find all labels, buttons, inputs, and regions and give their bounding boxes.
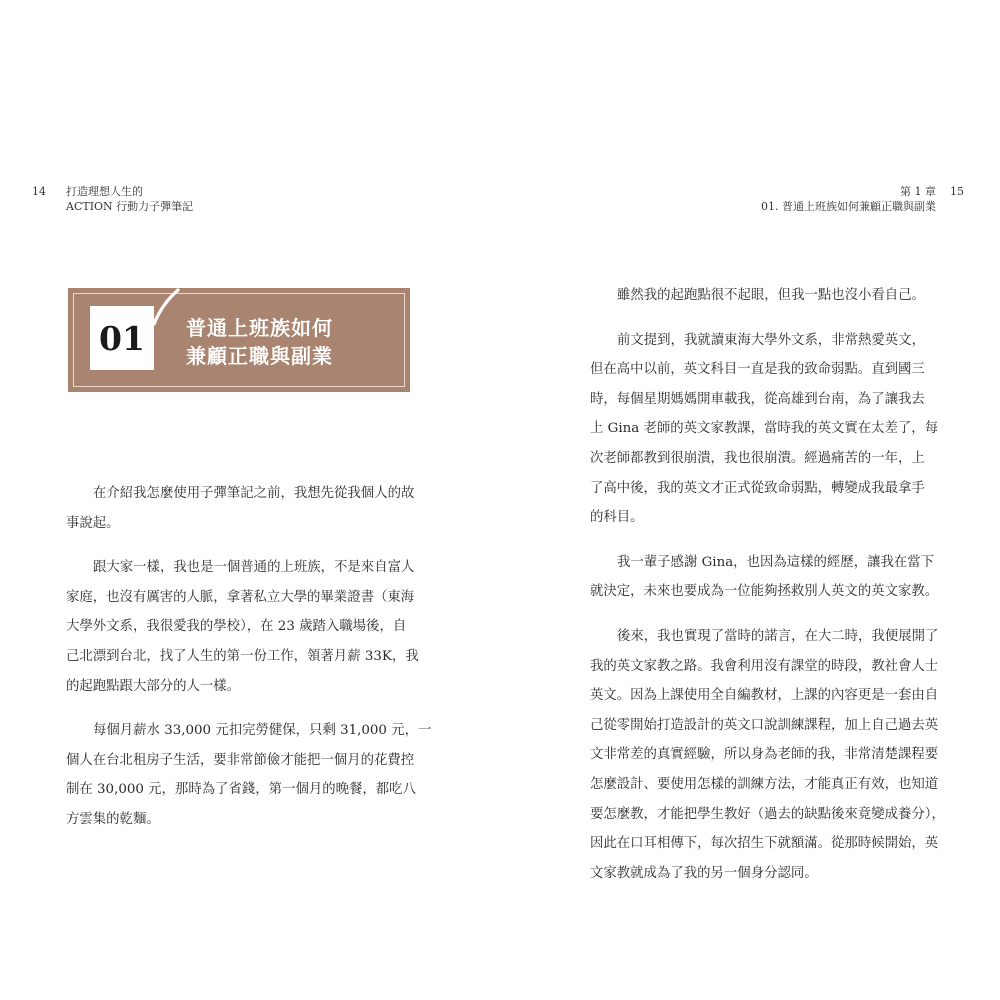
chapter-title: [186, 314, 333, 370]
text-line: 個人在台北租房子生活，要非常節儉才能把一個月的花費控: [66, 752, 415, 768]
text-line: 文非常差的真實經驗，所以身為老師的我，非常清楚課程要: [590, 747, 939, 763]
text-line: 己北漂到台北，找了人生的第一份工作，領著月薪 33K，我: [66, 648, 419, 664]
text-line: 了高中後，我的英文才正式從致命弱點，轉變成我最拿手: [590, 480, 925, 496]
running-title-line: ACTION 行動力子彈筆記: [66, 200, 194, 213]
text-line: 的科目。: [590, 510, 644, 526]
chapter-title-line: 普通上班族如何: [186, 316, 333, 340]
text-line: 己從零開始打造設計的英文口說訓練課程，加上自己過去英: [590, 717, 939, 733]
text-line: 雖然我的起跑點很不起眼，但我一點也沒小看自己。: [617, 288, 925, 303]
text-line: 怎麼設計、要使用怎樣的訓練方法，才能真正有效，也知道: [590, 776, 939, 792]
running-title-line: 打造理想人生的: [66, 185, 143, 198]
paragraph: [66, 553, 419, 701]
chapter-number: 01: [90, 306, 154, 370]
text-line: 的起跑點跟大部分的人一樣。: [66, 678, 241, 694]
text-line: 上 Gina 老師的英文家教課，當時我的英文實在太差了，每: [590, 421, 939, 437]
checkmark-icon: [140, 288, 180, 328]
text-line: 家庭，也沒有厲害的人脈，拿著私立大學的畢業證書（東海: [66, 589, 415, 605]
paragraph: [590, 622, 945, 888]
chapter-title-line: 兼顧正職與副業: [186, 344, 333, 368]
paragraph: [590, 548, 938, 607]
left-page-number: 14: [32, 185, 46, 198]
left-running-title: [66, 184, 193, 214]
right-page-body: [590, 281, 945, 903]
text-line: 英文。因為上課使用全自編教材，上課的內容更是一套由自: [590, 688, 939, 704]
right-chapter-label: 第 1 章: [900, 185, 936, 198]
text-line: 跟大家一樣，我也是一個普通的上班族，不是來自富人: [93, 560, 415, 576]
paragraph: [66, 716, 432, 834]
text-line: 次老師都教到很崩潰，我也很崩潰。經過痛苦的一年，上: [590, 450, 925, 466]
text-line: 時，每個星期媽媽開車載我，從高雄到台南，為了讓我去: [590, 391, 925, 407]
text-line: 我的英文家教之路。我會利用沒有課堂的時段，教社會人士: [590, 658, 939, 674]
text-line: 制在 30,000 元，那時為了省錢，第一個月的晚餐，都吃八: [66, 782, 416, 798]
paragraph: [66, 479, 415, 538]
text-line: 前文提到，我就讀東海大學外文系，非常熱愛英文，: [617, 332, 925, 348]
text-line: 就決定，未來也要成為一位能夠拯救別人英文的英文家教。: [590, 584, 939, 600]
text-line: 事說起。: [66, 515, 120, 531]
text-line: 但在高中以前，英文科目一直是我的致命弱點。直到國三: [590, 362, 925, 378]
chapter-heading-box: [68, 288, 410, 392]
text-line: 方雲集的乾麵。: [66, 811, 160, 827]
paragraph: [590, 326, 938, 533]
text-line: 文家教就成為了我的另一個身分認同。: [590, 865, 818, 881]
text-line: 大學外文系，我很愛我的學校），在 23 歲踏入職場後，自: [66, 619, 407, 635]
text-line: 後來，我也實現了當時的諾言，在大二時，我便展開了: [617, 628, 939, 644]
right-page-number: 15: [950, 185, 964, 198]
left-page-body: [66, 479, 432, 850]
text-line: 在介紹我怎麼使用子彈筆記之前，我想先從我個人的故: [93, 486, 415, 501]
text-line: 我一輩子感謝 Gina，也因為這樣的經歷，讓我在當下: [617, 554, 935, 570]
paragraph: [590, 281, 938, 311]
text-line: 要怎麼教，才能把學生教好（過去的缺點後來竟變成養分），: [590, 806, 945, 822]
text-line: 因此在口耳相傳下，每次招生下就額滿。從那時候開始，英: [590, 836, 939, 852]
right-section-title: 01. 普通上班族如何兼顧正職與副業: [761, 200, 936, 213]
text-line: 每個月薪水 33,000 元扣完勞健保，只剩 31,000 元，一: [93, 723, 432, 739]
